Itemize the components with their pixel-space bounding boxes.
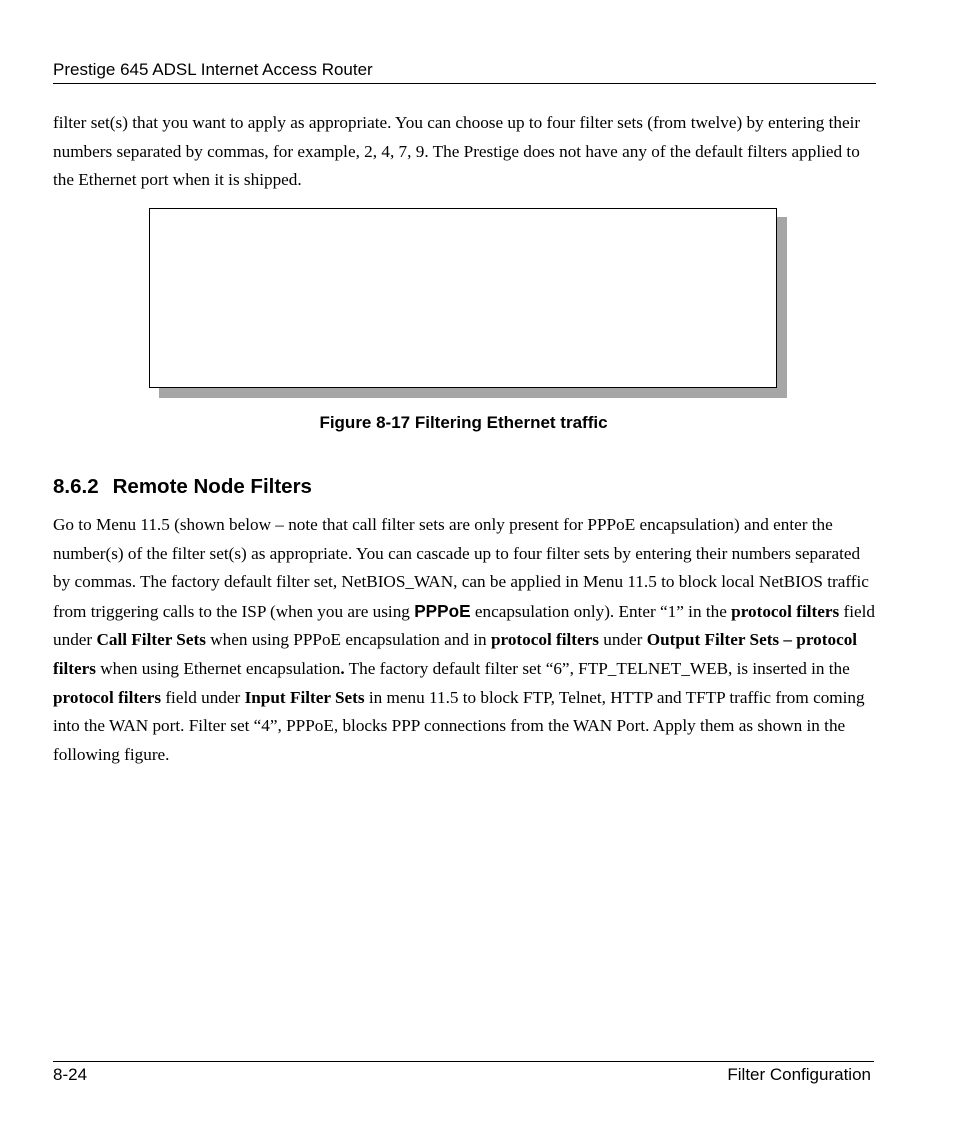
chapter-name: Filter Configuration (727, 1065, 871, 1084)
body-text: in menu 11.5 to block FTP, Telnet, HTTP and TFTP traffic from coming into the WAN port. Filter set “4”, PPPoE, blocks PPP connections from the WAN Port. Apply them as shown in the following figure. (53, 687, 865, 764)
bold-term-pppoe: PPPoE (414, 600, 471, 621)
section-title: Remote Node Filters (112, 475, 312, 498)
body-text: when using PPPoE encapsulation and in (205, 630, 491, 650)
bold-term: protocol filters (731, 601, 840, 621)
section-number: 8.6.2 (53, 475, 99, 498)
figure-caption: Figure 8-17 Filtering Ethernet traffic (319, 413, 608, 432)
header-divider (53, 83, 876, 84)
body-text: when using Ethernet encapsulation (95, 658, 341, 678)
figure-8-17-screen (149, 208, 777, 388)
page-number: 8-24 (53, 1065, 88, 1084)
remote-node-filters-paragraph (53, 511, 876, 769)
bold-term: Call Filter Sets (96, 630, 206, 650)
body-text: encapsulation only). Enter “1” in the (470, 601, 732, 621)
body-text: The factory default filter set “6”, FTP_TELNET_WEB, is inserted in the (344, 658, 850, 678)
body-text: under (598, 630, 647, 650)
bold-term: Output Filter Sets – protocol filters (53, 630, 858, 678)
section-heading (53, 474, 312, 500)
body-text: Go to Menu 11.5 (shown below – note that call filter sets are only present for PPPoE encapsulation) and enter the number(s) of the filter set(s) as appropriate. You can cascade up to four filter sets by entering their numbers separated by commas. The factory default filter set, NetBIOS_WAN, can be applied in Menu 11.5 to block local NetBIOS traffic from triggering calls to the ISP (when you are using (53, 515, 869, 621)
body-text: field under (53, 601, 875, 650)
running-header-title: Prestige 645 ADSL Internet Access Router (53, 60, 373, 79)
bold-term: protocol filters (53, 687, 162, 707)
intro-paragraph: filter set(s) that you want to apply as appropriate. You can choose up to four filter sets (from twelve) by entering their numbers separated by commas, for example, 2, 4, 7, 9. The Prestige does not have any of the default filters applied to the Ethernet port when it is shipped. (53, 113, 861, 190)
bold-term: Input Filter Sets (244, 687, 365, 707)
bold-term: . (340, 658, 345, 678)
bold-term: protocol filters (490, 630, 599, 650)
footer-divider (53, 1061, 874, 1062)
body-text: field under (161, 687, 245, 707)
